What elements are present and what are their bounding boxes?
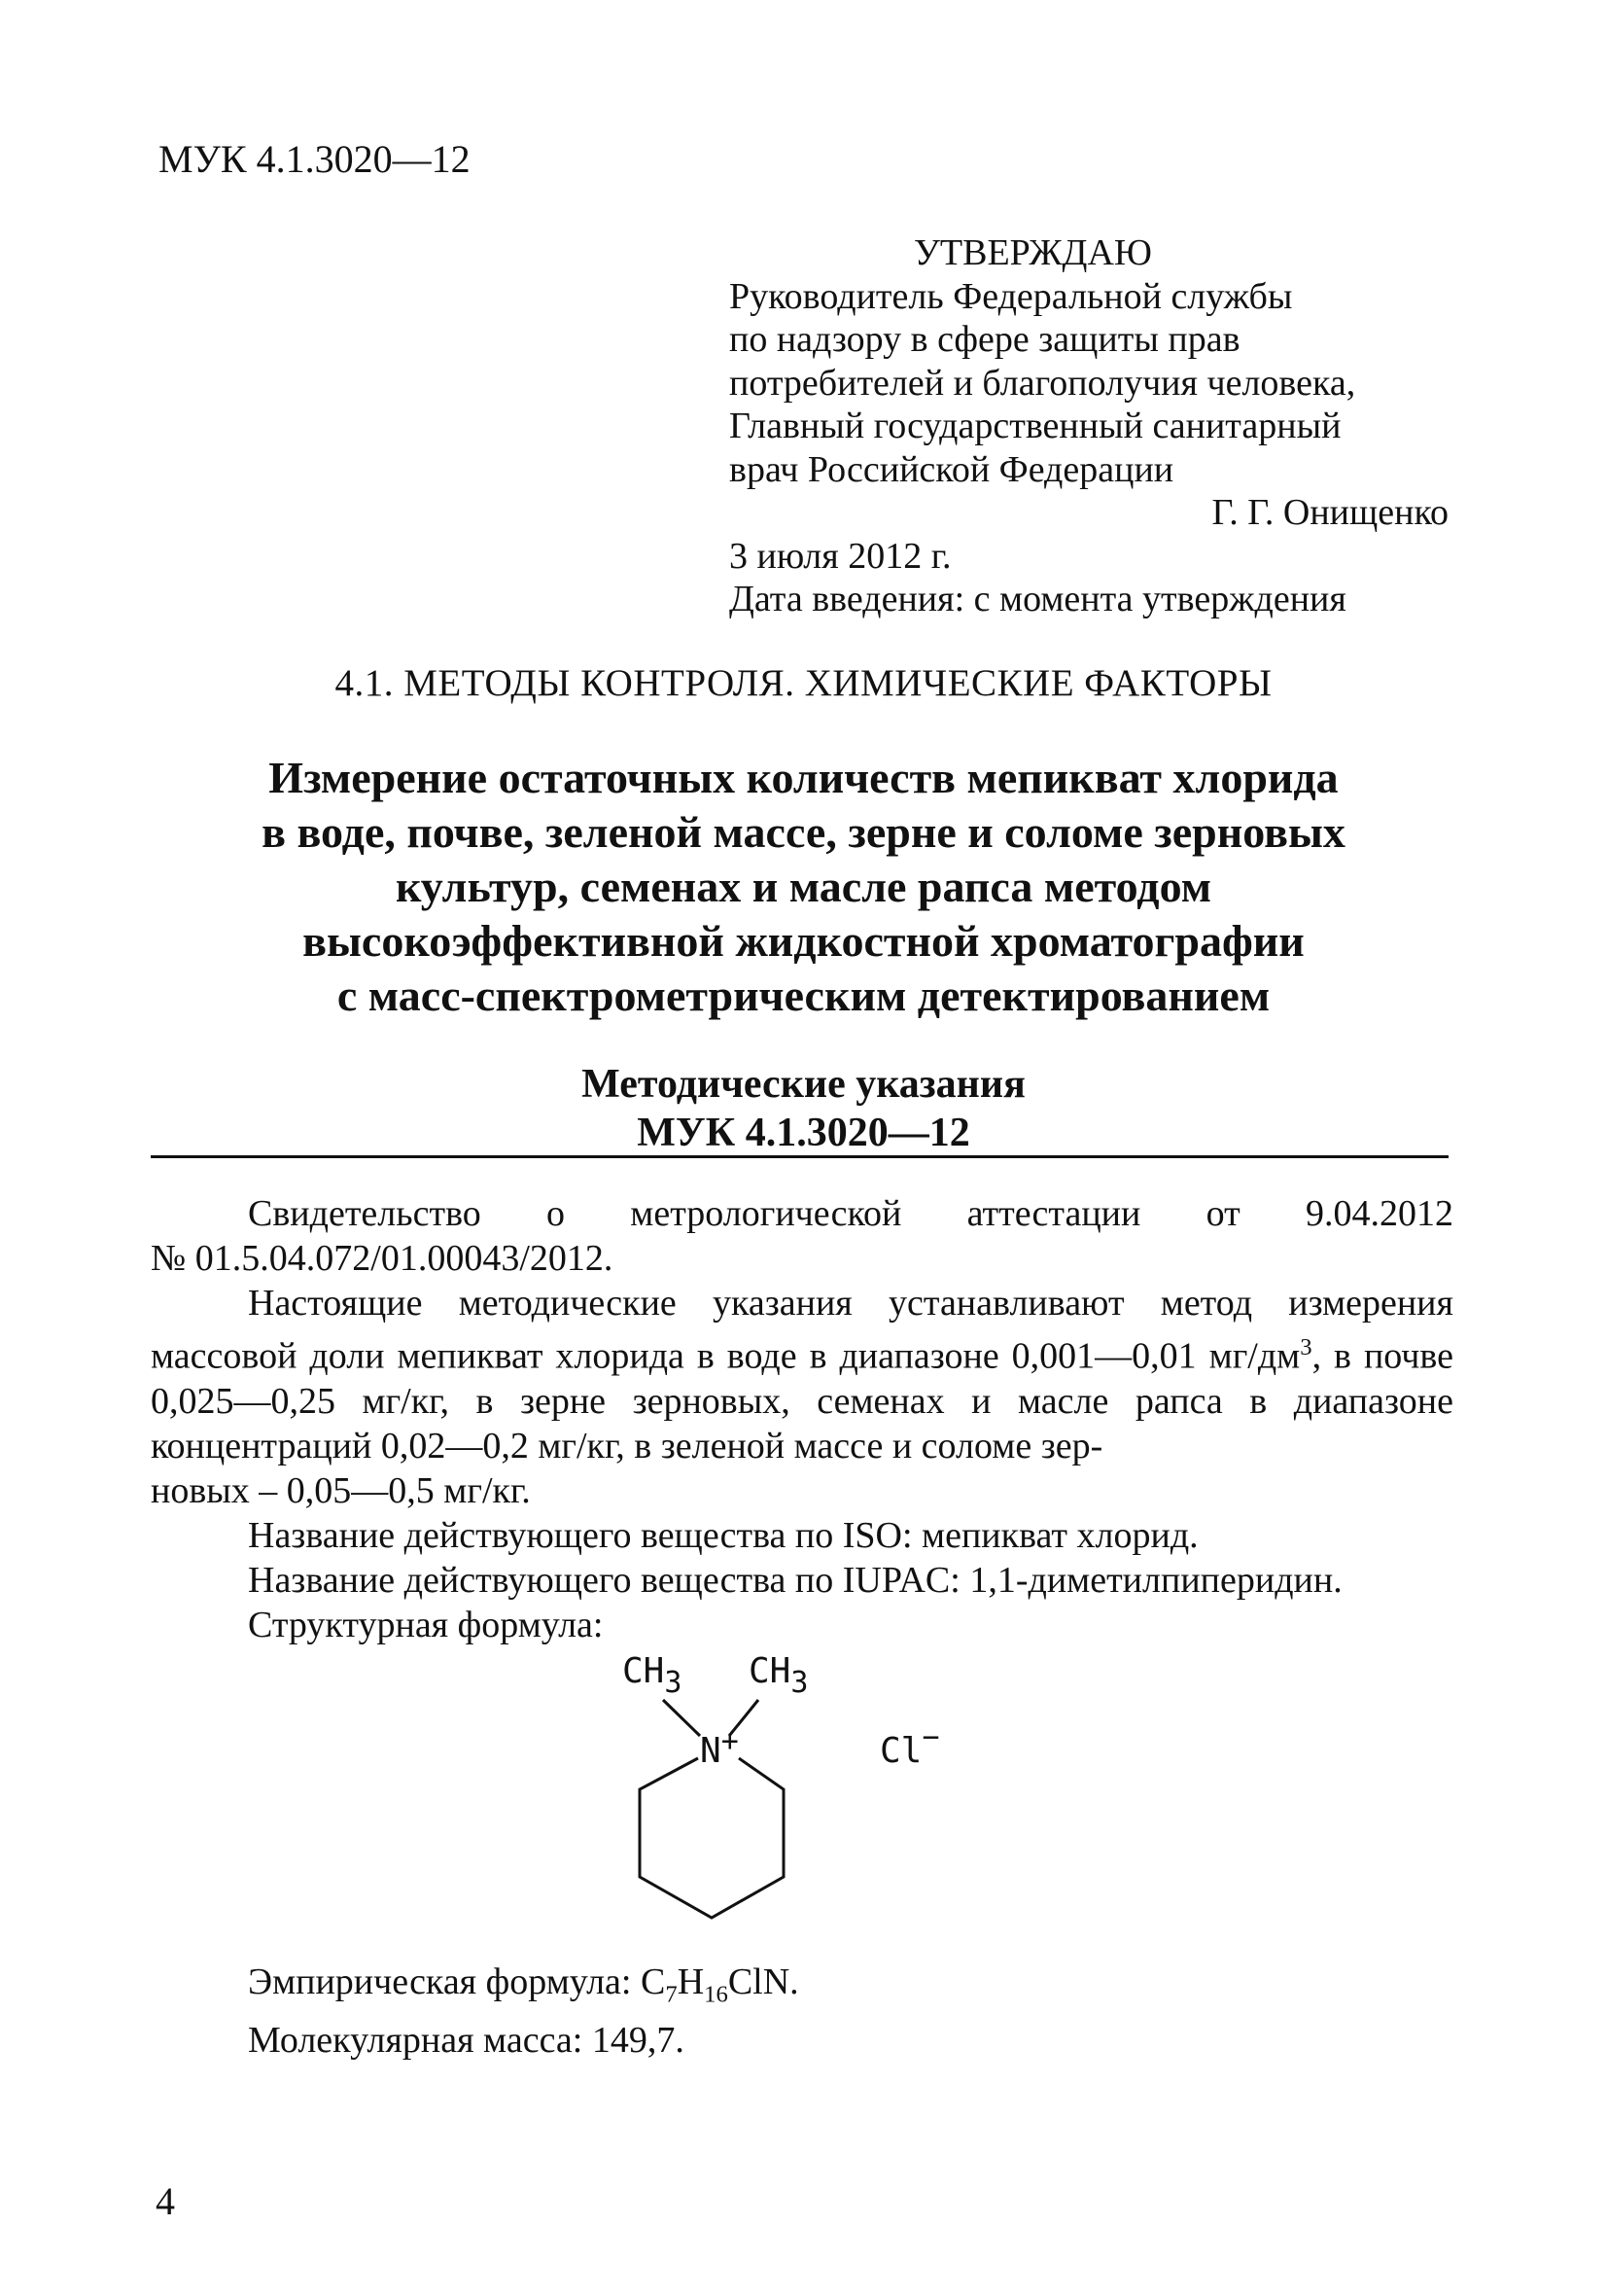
document-subtitle bbox=[0, 1060, 1607, 1157]
page-number: 4 bbox=[156, 2179, 175, 2223]
approval-date: 3 июля 2012 г. bbox=[729, 535, 952, 577]
molar-mass: Молекулярная масса: 149,7. bbox=[248, 2019, 684, 2061]
scope-superscript: 3 bbox=[1300, 1334, 1312, 1360]
title-line: с масс-спектрометрическим детектированием bbox=[336, 971, 1271, 1020]
approval-block bbox=[729, 231, 1449, 621]
document-title bbox=[117, 751, 1490, 1023]
scope-last-line: новых – 0,05—0,5 мг/кг. bbox=[151, 1469, 531, 1511]
approval-line: потребителей и благополучия человека, bbox=[729, 362, 1356, 404]
approval-effective-date: Дата введения: с момента утверждения bbox=[729, 579, 1346, 619]
scope-text-b: , в почве 0,025—0,25 мг/кг, в зерне зерновых, семенах и масле рапса в диапазоне концентраций 0,02—0,2 мг/кг, в зеленой массе и соломе зер- bbox=[151, 1335, 1453, 1466]
methyl-right: $CH_3$ bbox=[749, 1651, 809, 1700]
iupac-name: Название действующего вещества по IUPAC: 1,1-диметилпиперидин. bbox=[248, 1559, 1343, 1601]
methyl-left: $CH_3$ bbox=[622, 1651, 682, 1700]
body-text bbox=[151, 1191, 1453, 1647]
subtitle-code: МУК 4.1.3020—12 bbox=[637, 1111, 970, 1155]
title-line: культур, семенах и масле рапса методом bbox=[395, 862, 1212, 911]
section-heading: 4.1. МЕТОДЫ КОНТРОЛЯ. ХИМИЧЕСКИЕ ФАКТОРЫ bbox=[334, 662, 1273, 704]
chloride-anion: Cl− bbox=[880, 1720, 940, 1771]
document-code: МУК 4.1.3020—12 bbox=[158, 137, 471, 181]
horizontal-rule bbox=[151, 1155, 1449, 1158]
approval-line: Главный государственный санитарный bbox=[729, 406, 1342, 446]
approval-line: по надзору в сфере защиты прав bbox=[729, 319, 1240, 360]
title-line: Измерение остаточных количеств мепикват хлорида bbox=[268, 753, 1339, 802]
approval-line: Руководитель Федеральной службы bbox=[729, 275, 1293, 317]
approval-signer: Г. Г. Онищенко bbox=[1211, 492, 1449, 533]
subtitle-line: Методические указания bbox=[581, 1062, 1026, 1107]
scope-paragraph bbox=[151, 1281, 1453, 1468]
title-line: в воде, почве, зеленой массе, зерне и соломе зерновых bbox=[262, 807, 1345, 857]
nitrogen-atom: N+ bbox=[700, 1724, 739, 1771]
empirical-formula: Эмпирическая формула: $C_7H_{16}ClN$. bbox=[248, 1961, 799, 2008]
certificate-line: Свидетельство о метрологической аттестации от 9.04.2012 bbox=[248, 1193, 1453, 1234]
bond-left-methyl bbox=[663, 1700, 700, 1736]
structural-formula-label: Структурная формула: bbox=[248, 1604, 604, 1645]
structural-formula-diagram bbox=[603, 1643, 1011, 1935]
approval-title: УТВЕРЖДАЮ bbox=[914, 232, 1152, 273]
approval-line: врач Российской Федерации bbox=[729, 448, 1174, 490]
certificate-number: № 01.5.04.072/01.00043/2012. bbox=[151, 1238, 613, 1279]
title-line: высокоэффективной жидкостной хроматографии bbox=[302, 916, 1305, 966]
piperidine-ring bbox=[640, 1758, 784, 1918]
scope-text-a: Настоящие методические указания устанавливают метод измерения массовой доли мепикват хлорида в воде в диапазоне 0,001—0,01 мг/дм bbox=[151, 1283, 1453, 1377]
iso-name: Название действующего вещества по ISO: мепикват хлорид. bbox=[248, 1514, 1199, 1556]
formula-details bbox=[248, 1960, 799, 2063]
